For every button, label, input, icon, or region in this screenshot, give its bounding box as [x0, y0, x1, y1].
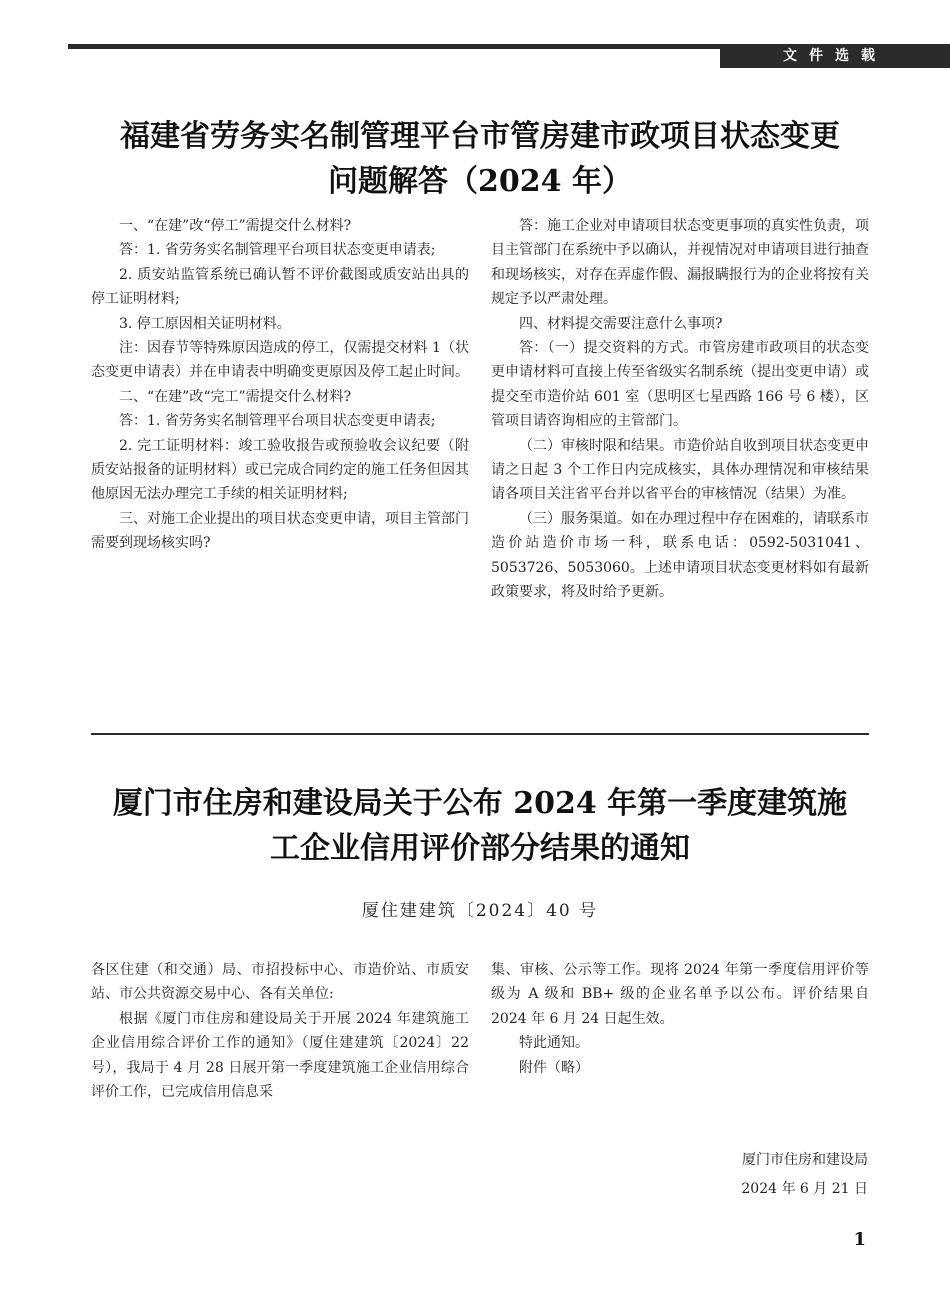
answer-3: 答：施工企业对申请项目状态变更事项的真实性负责，项目主管部门在系统中予以确认，并视情况对申请项目进行抽查和现场核实，对存在弄虚作假、漏报瞒报行为的企业将按有关规定予以严肃处理。	[491, 218, 869, 308]
article1-title-line1: 福建省劳务实名制管理平台市管房建市政项目状态变更	[120, 119, 840, 154]
answer-1-item-2: 2. 质安站监管系统已确认暂不评价截图或质安站出具的停工证明材料;	[91, 266, 469, 308]
answer-4-part-1: 答：（一）提交资料的方式。市管房建市政项目的状态变更申请材料可直接上传至省级实名制系统（提出变更申请）或提交至市造价站 601 室（思明区七星西路 166 号 6 楼），区管项目请咨询相应的主管部门。	[491, 340, 869, 430]
notice-attachment: 附件（略）	[519, 1059, 589, 1076]
question-2: 二、“在建”改“完工”需提交什么材料?	[119, 388, 352, 405]
question-3: 三、对施工企业提出的项目状态变更申请，项目主管部门需要到现场核实吗?	[91, 510, 469, 552]
header-rule	[68, 44, 720, 49]
document-number: 厦住建建筑〔2024〕40 号	[361, 901, 599, 921]
article1-column-right	[491, 214, 869, 605]
notice-body: 根据《厦门市住房和建设局关于开展 2024 年建筑施工企业信用综合评价工作的通知》（厦住建建筑〔2024〕22 号），我局于 4 月 28 日展开第一季度建筑施工企业信用综合评价工作，已完成信用信息采	[91, 1010, 469, 1101]
answer-2-item-2: 2. 完工证明材料：竣工验收报告或预验收会议纪要（附质安站报备的证明材料）或已完成合同约定的施工任务但因其他原因无法办理完工手续的相关证明材料;	[91, 437, 469, 503]
question-1: 一、“在建”改“停工”需提交什么材料?	[119, 218, 352, 234]
answer-1-item-1: 答：1. 省劳务实名制管理平台项目状态变更申请表;	[119, 242, 436, 259]
notice-closing: 特此通知。	[519, 1035, 589, 1052]
page-number: 1	[853, 1229, 866, 1250]
answer-4-part-2: （二）审核时限和结果。市造价站自收到项目状态变更申请之日起 3 个工作日内完成核实，具体办理情况和审核结果请各项目关注省平台并以省平台的审核情况（结果）为准。	[491, 437, 869, 503]
answer-2-item-1: 答：1. 省劳务实名制管理平台项目状态变更申请表;	[119, 413, 436, 430]
article1-title	[80, 114, 880, 204]
signature-organization: 厦门市住房和建设局	[742, 1152, 868, 1168]
answer-4-part-3: （三）服务渠道。如在办理过程中存在困难的，请联系市造价站造价市场一科，联系电话：0592-5031041、5053726、5053060。上述申请项目状态变更材料如有最新政策要求，将及时给予更新。	[491, 510, 869, 601]
article2-title-line2: 工企业信用评价部分结果的通知	[270, 831, 690, 866]
answer-1-note: 注：因春节等特殊原因造成的停工，仅需提交材料 1（状态变更申请表）并在申请表中明确变更原因及停工起止时间。	[91, 340, 469, 381]
question-4: 四、材料提交需要注意什么事项?	[519, 315, 723, 332]
notice-recipients: 各区住建（和交通）局、市招投标中心、市造价站、市质安站、市公共资源交易中心、各有关单位:	[91, 962, 469, 1003]
answer-1-item-3: 3. 停工原因相关证明材料。	[119, 315, 291, 332]
article2-title-line1: 厦门市住房和建设局关于公布 2024 年第一季度建筑施	[112, 786, 848, 821]
article-divider	[91, 733, 869, 735]
article2-column-right	[491, 958, 869, 1080]
notice-body-continued: 集、审核、公示等工作。现将 2024 年第一季度信用评价等级为 A 级和 BB+ 级的企业名单予以公布。评价结果自 2024 年 6 月 24 日起生效。	[491, 962, 869, 1027]
article2-title	[80, 781, 880, 871]
section-tag: 文件选载	[720, 44, 950, 68]
signature-date: 2024 年 6 月 21 日	[741, 1181, 868, 1197]
article1-title-line2: 问题解答（2024 年）	[328, 164, 632, 199]
article1-column-left	[91, 214, 469, 556]
article2-column-left	[91, 958, 469, 1104]
